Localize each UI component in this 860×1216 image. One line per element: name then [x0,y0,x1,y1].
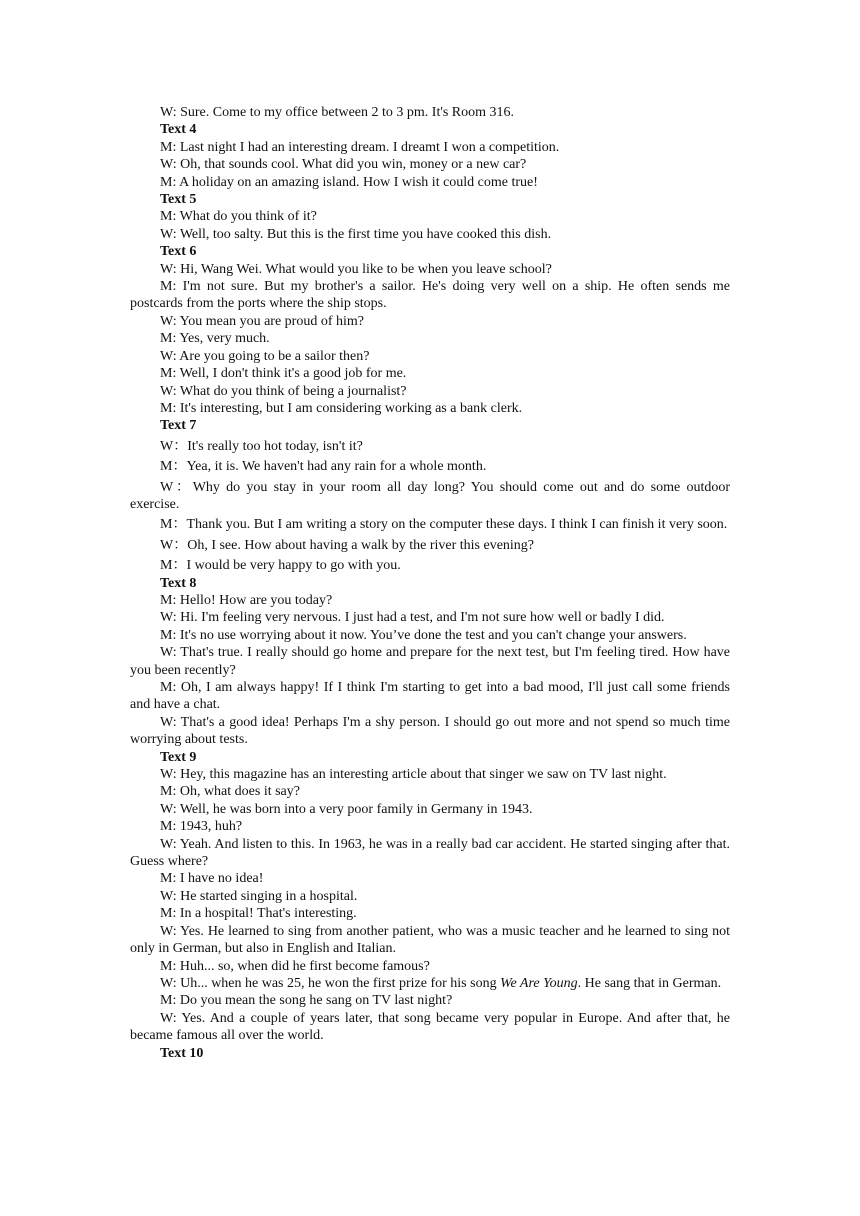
section-heading-text-5: Text 5 [160,192,197,208]
section-heading-text-9: Text 9 [160,749,197,765]
dialogue-line [130,975,730,992]
dialogue-line: M: Oh, I am always happy! If I think I'm starting to get into a bad mood, I'll just call some friends and have a chat. [130,680,730,713]
section-heading-text-10: Text 10 [160,1045,204,1061]
dialogue-line: M：Thank you. But I am writing a story on the computer these days. I think I can finish it very soon. [160,517,728,533]
section-heading-text-4: Text 4 [160,122,197,138]
dialogue-line: W: Oh, that sounds cool. What did you win, money or a new car? [160,157,527,173]
dialogue-line: W: He started singing in a hospital. [160,888,358,904]
song-title: We Are Young [500,975,578,991]
dialogue-line: M: Well, I don't think it's a good job for me. [160,366,407,382]
dialogue-line: M: A holiday on an amazing island. How I wish it could come true! [160,174,538,190]
dialogue-line: M: Do you mean the song he sang on TV last night? [160,993,453,1009]
dialogue-line: M: In a hospital! That's interesting. [160,906,357,922]
section-heading-text-7: Text 7 [160,418,197,434]
dialogue-line: W: Sure. Come to my office between 2 to 3 pm. It's Room 316. [160,105,515,120]
dialogue-line: M: Hello! How are you today? [160,592,333,608]
dialogue-line: M: It's no use worrying about it now. You’ve done the test and you can't change your answers. [160,627,687,643]
dialogue-line: W: Yes. And a couple of years later, that song became very popular in Europe. And after that, he became famous all over the world. [130,1010,730,1044]
dialogue-line: M: It's interesting, but I am considering working as a bank clerk. [160,400,523,416]
dialogue-line-end: . He sang that in German. [577,975,722,991]
dialogue-line: M：Yea, it is. We haven't had any rain for a whole month. [160,459,487,475]
dialogue-line: M: Oh, what does it say? [160,784,300,800]
dialogue-line: W: Well, too salty. But this is the first time you have cooked this dish. [160,226,552,242]
dialogue-line: M: 1943, huh? [160,819,243,835]
dialogue-line: W：It's really too hot today, isn't it? [160,438,363,454]
dialogue-line: W: Hi. I'm feeling very nervous. I just had a test, and I'm not sure how well or badly I did. [160,610,665,626]
dialogue-line-start: W: Uh... when he was 25, he won the first prize for his song [160,975,501,991]
dialogue-line: W: Yes. He learned to sing from another patient, who was a music teacher and he learned to sing not only in German, but also in English and Italian. [130,923,730,957]
section-heading-text-8: Text 8 [160,575,197,591]
dialogue-line: W: Hi, Wang Wei. What would you like to be when you leave school? [160,261,552,277]
dialogue-line: W: You mean you are proud of him? [160,313,364,329]
document-page [130,104,730,1062]
dialogue-line: W：Why do you stay in your room all day long? You should come out and do some outdoor exercise. [130,479,730,512]
dialogue-line: W: That's true. I really should go home and prepare for the next test, but I'm feeling tired. How have you been recently? [130,645,730,678]
dialogue-line: W: That's a good idea! Perhaps I'm a shy person. I should go out more and not spend so much time worrying about tests. [130,714,730,748]
dialogue-line: M: What do you think of it? [160,209,317,225]
section-heading-text-6: Text 6 [160,244,197,260]
dialogue-line: W: Well, he was born into a very poor family in Germany in 1943. [160,801,533,817]
dialogue-line: M：I would be very happy to go with you. [160,558,401,574]
dialogue-line: M: I'm not sure. But my brother's a sailor. He's doing very well on a ship. He often sends me postcards from the ports where the ship stops. [130,279,730,312]
dialogue-line: M: I have no idea! [160,871,264,887]
dialogue-line: W: What do you think of being a journalist? [160,383,407,399]
dialogue-line: W: Hey, this magazine has an interesting article about that singer we saw on TV last night. [160,767,667,783]
dialogue-line: M: Huh... so, when did he first become famous? [160,958,430,974]
dialogue-line: W: Yeah. And listen to this. In 1963, he was in a really bad car accident. He started singing after that. Guess where? [130,836,730,870]
dialogue-line: W：Oh, I see. How about having a walk by the river this evening? [160,537,535,553]
dialogue-line: M: Yes, very much. [160,331,270,347]
dialogue-line: M: Last night I had an interesting dream. I dreamt I won a competition. [160,139,560,155]
dialogue-line: W: Are you going to be a sailor then? [160,348,370,364]
